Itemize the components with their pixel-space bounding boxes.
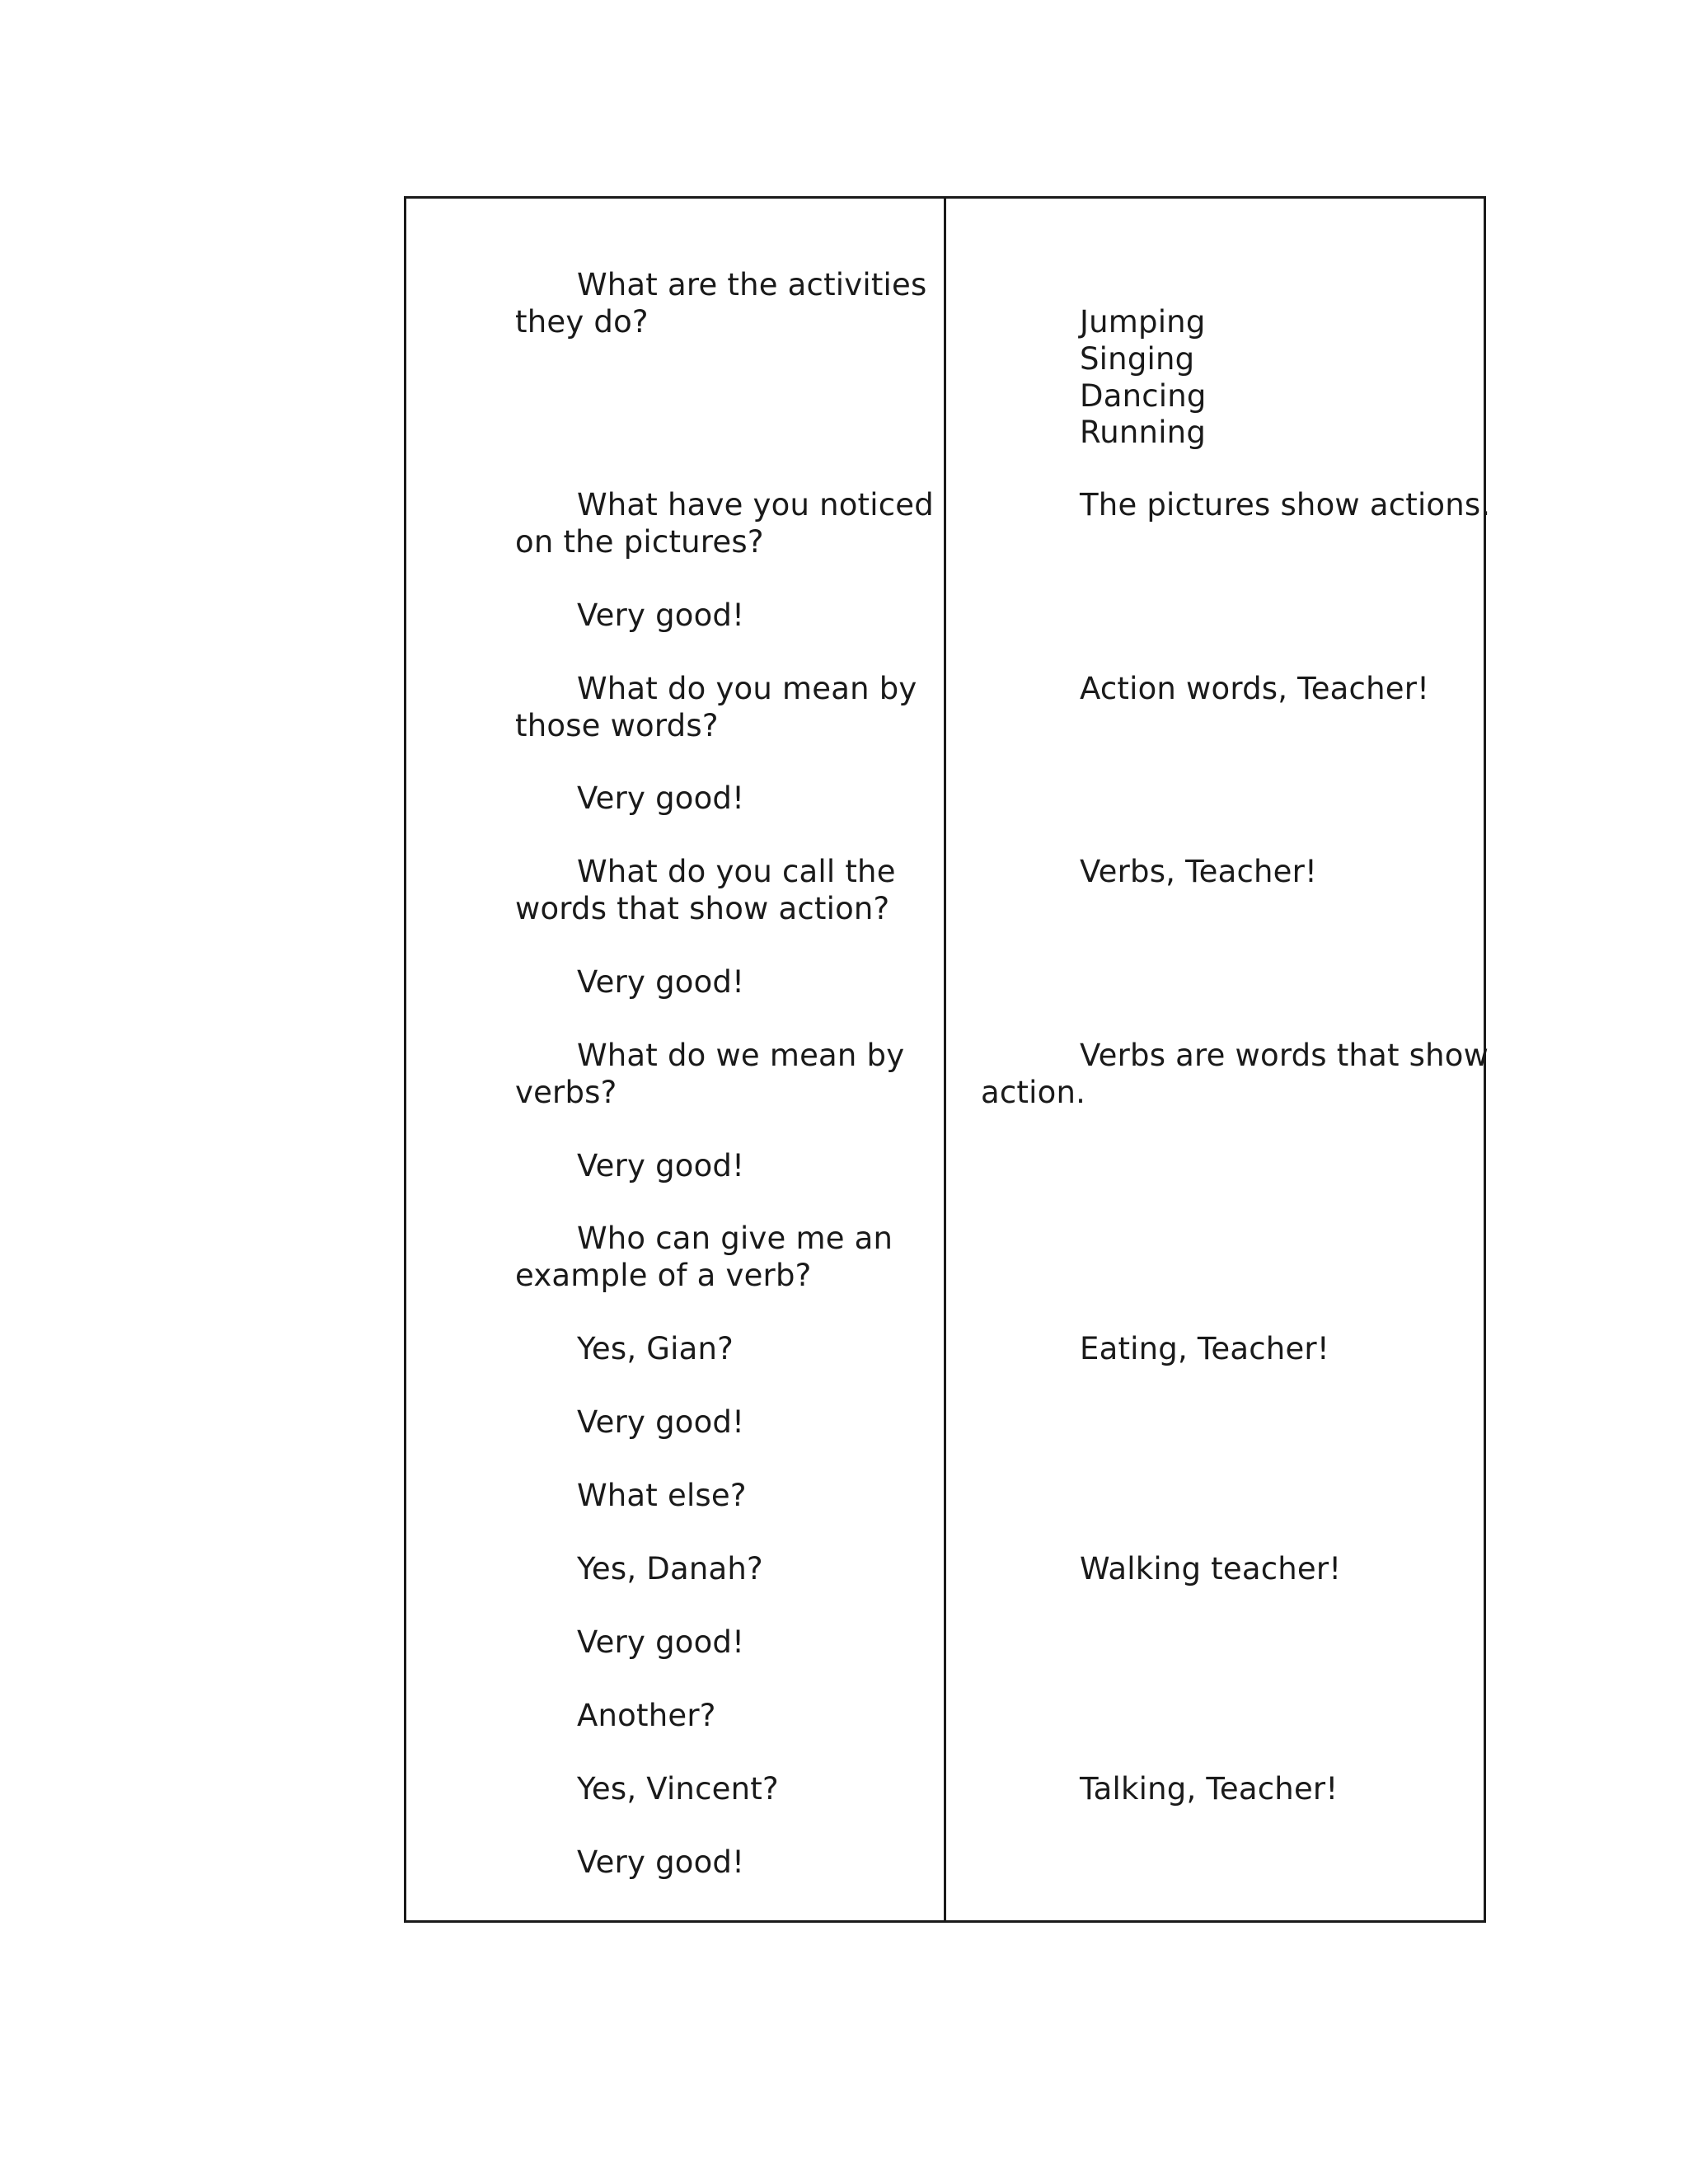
teacher-call-vincent: Yes, Vincent?: [577, 1771, 779, 1807]
teacher-praise-7: Very good!: [577, 1844, 745, 1880]
teacher-call-danah: Yes, Danah?: [577, 1551, 763, 1586]
teacher-question-mean-line1: What do you mean by: [577, 671, 917, 706]
teacher-call-gian: Yes, Gian?: [577, 1331, 734, 1366]
student-activity-singing: Singing: [1080, 341, 1195, 377]
student-answer-actions: The pictures show actions.: [1080, 487, 1491, 523]
teacher-prompt-another: Another?: [577, 1698, 716, 1733]
teacher-praise-2: Very good!: [577, 780, 745, 816]
column-divider: [944, 199, 946, 1920]
teacher-question-noticed-line1: What have you noticed: [577, 487, 934, 523]
teacher-question-example-line2: example of a verb?: [515, 1258, 812, 1293]
student-answer-gian: Eating, Teacher!: [1080, 1331, 1329, 1366]
teacher-question-activities-line2: they do?: [515, 304, 649, 340]
teacher-question-activities-line1: What are the activities: [577, 267, 927, 302]
student-activity-running: Running: [1080, 415, 1207, 450]
student-activity-dancing: Dancing: [1080, 378, 1207, 414]
teacher-question-call-line2: words that show action?: [515, 891, 890, 926]
student-activity-jumping: Jumping: [1080, 304, 1206, 340]
teacher-question-example-line1: Who can give me an: [577, 1221, 893, 1256]
teacher-question-mean-line2: those words?: [515, 708, 719, 743]
student-answer-verbs: Verbs, Teacher!: [1080, 854, 1318, 889]
teacher-prompt-what-else: What else?: [577, 1478, 747, 1513]
teacher-question-call-line1: What do you call the: [577, 854, 896, 889]
student-answer-vincent: Talking, Teacher!: [1080, 1771, 1339, 1807]
student-answer-definition-line2: action.: [981, 1075, 1086, 1110]
student-answer-danah: Walking teacher!: [1080, 1551, 1342, 1586]
teacher-question-noticed-line2: on the pictures?: [515, 524, 764, 560]
teacher-praise-6: Very good!: [577, 1624, 745, 1660]
student-answer-definition-line1: Verbs are words that show: [1080, 1038, 1489, 1073]
teacher-praise-1: Very good!: [577, 598, 745, 633]
teacher-question-verbs-line1: What do we mean by: [577, 1038, 905, 1073]
teacher-praise-4: Very good!: [577, 1148, 745, 1183]
teacher-praise-5: Very good!: [577, 1404, 745, 1440]
student-answer-action-words: Action words, Teacher!: [1080, 671, 1430, 706]
teacher-question-verbs-line2: verbs?: [515, 1075, 617, 1110]
teacher-praise-3: Very good!: [577, 964, 745, 1000]
